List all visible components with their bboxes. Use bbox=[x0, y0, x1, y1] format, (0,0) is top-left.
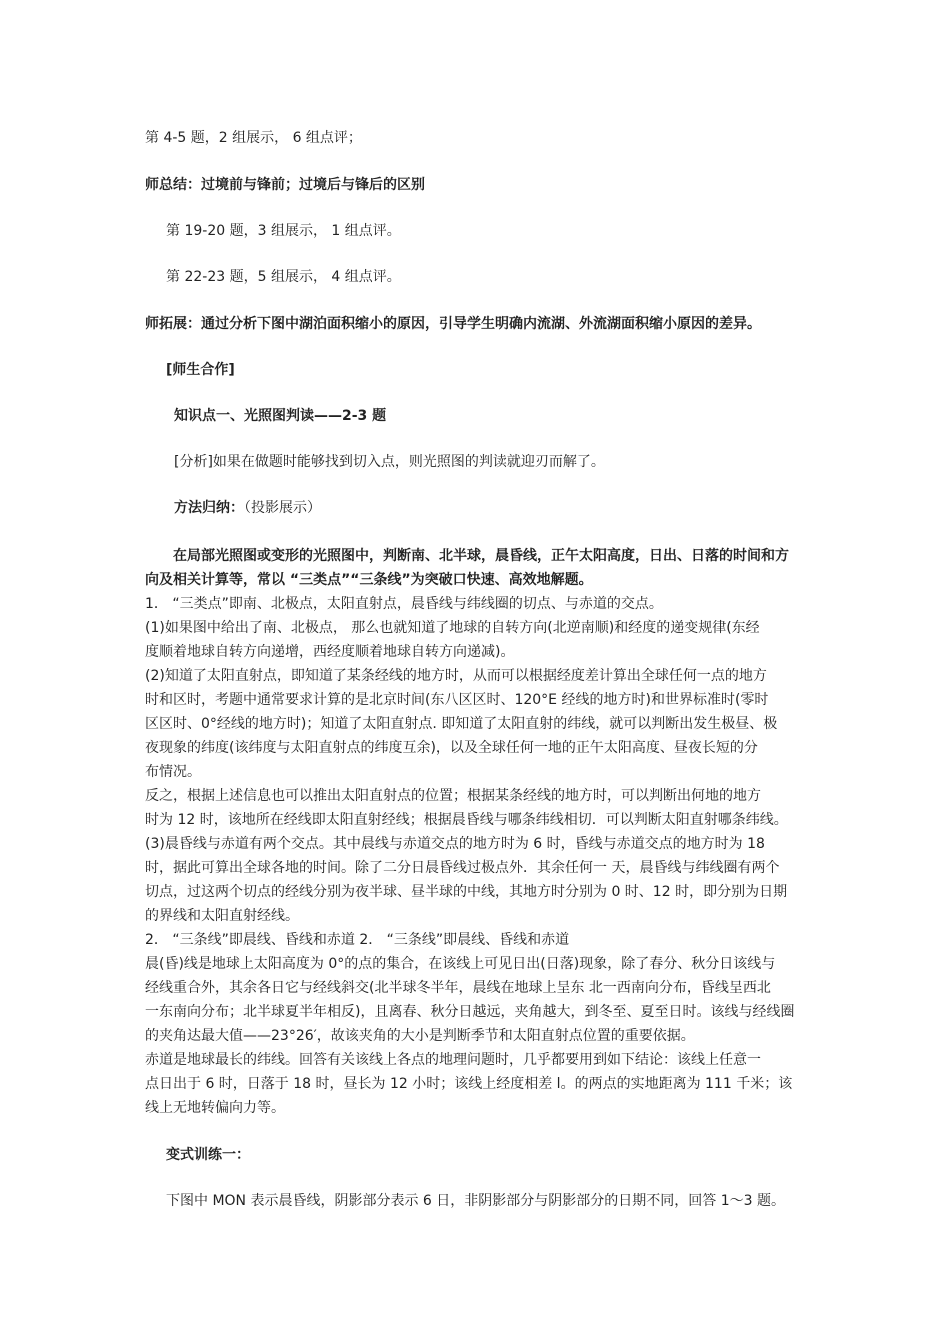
body-line: 时，据此可算出全球各地的时间。除了二分日晨昏线过极点外．其余任何一 天，晨昏线与纬线圈有两个 bbox=[145, 860, 780, 876]
body-line: 1． “三类点”即南、北极点，太阳直射点，晨昏线与纬线圈的切点、与赤道的交点。 bbox=[145, 596, 663, 612]
method-summary-note: （投影展示） bbox=[244, 500, 321, 516]
body-line: 的夹角达最大值——23°26′，故该夹角的大小是判断季节和太阳直射点位置的重要依据。 bbox=[145, 1028, 695, 1044]
line-group-presentation-19-20: 第 19-20 题，3 组展示， 1 组点评。 bbox=[166, 223, 401, 239]
body-line: 2． “三条线”即晨线、昏线和赤道 2． “三条线”即晨线、昏线和赤道 bbox=[145, 932, 570, 948]
body-line: 赤道是地球最长的纬线。回答有关该线上各点的地理问题时，几乎都要用到如下结论：该线上任意一 bbox=[145, 1052, 761, 1068]
variant-training-heading: 变式训练一： bbox=[166, 1147, 250, 1163]
section-teacher-student-cooperation: [师生合作] bbox=[166, 362, 235, 378]
knowledge-point-heading: 知识点一、光照图判读——2-3 题 bbox=[174, 408, 387, 424]
body-line: 时和区时，考题中通常要求计算的是北京时间(东八区区时、120°E 经线的地方时)和世界标准时(零时 bbox=[145, 692, 769, 708]
body-line: 度顺着地球自转方向递增，西经度顺着地球自转方向递减)。 bbox=[145, 644, 515, 660]
body-line: 区区时、0°经线的地方时)；知道了太阳直射点. 即知道了太阳直射的纬线，就可以判断出发生极昼、极 bbox=[145, 716, 778, 732]
body-line: 时为 12 时，该地所在经线即太阳直射经线；根据晨昏线与哪条纬线相切．可以判断太阳直射哪条纬线。 bbox=[145, 812, 788, 828]
body-line: 经线重合外，其余各日它与经线斜交(北半球冬半年，晨线在地球上呈东 北一西南向分布，昏线呈西北 bbox=[145, 980, 771, 996]
teacher-extension: 师拓展：通过分析下图中湖泊面积缩小的原因，引导学生明确内流湖、外流湖面积缩小原因的差异。 bbox=[145, 316, 761, 332]
body-line: 晨(昏)线是地球上太阳高度为 0°的点的集合，在该线上可见日出(日落)现象，除了春分、秋分日该线与 bbox=[145, 956, 776, 972]
teacher-summary: 师总结：过境前与锋前；过境后与锋后的区别 bbox=[145, 177, 425, 193]
body-line: (2)知道了太阳直射点，即知道了某条经线的地方时，从而可以根据经度差计算出全球任何一点的地方 bbox=[145, 668, 767, 684]
body-line: 向及相关计算等，常以 “三类点”“三条线”为突破口快速、高效地解题。 bbox=[145, 572, 593, 588]
line-group-presentation-4-5: 第 4-5 题，2 组展示， 6 组点评； bbox=[145, 130, 362, 146]
body-line: 切点，过这两个切点的经线分别为夜半球、昼半球的中线，其地方时分别为 0 时、12 时，即分别为日期 bbox=[145, 884, 788, 900]
body-line: 布情况。 bbox=[145, 764, 201, 780]
body-line: (3)晨昏线与赤道有两个交点。其中晨线与赤道交点的地方时为 6 时，昏线与赤道交点的地方时为 18 bbox=[145, 836, 765, 852]
method-body bbox=[145, 544, 810, 1120]
body-line: 一东南向分布；北半球夏半年相反)，且离春、秋分日越远，夹角越大，到冬至、夏至日时。该线与经线圈 bbox=[145, 1004, 795, 1020]
method-summary-label: 方法归纳： bbox=[174, 500, 244, 516]
body-line: 在局部光照图或变形的光照图中，判断南、北半球，晨昏线，正午太阳高度，日出、日落的时间和方 bbox=[173, 548, 789, 564]
body-line: 夜现象的纬度(该纬度与太阳直射点的纬度互余)，以及全球任何一地的正午太阳高度、昼夜长短的分 bbox=[145, 740, 758, 756]
body-line: 点日出于 6 时，日落于 18 时，昼长为 12 小时；该线上经度相差 l。的两点的实地距离为 111 千米；该 bbox=[145, 1076, 793, 1092]
method-summary-line bbox=[174, 498, 321, 518]
body-line: 反之，根据上述信息也可以推出太阳直射点的位置；根据某条经线的地方时，可以判断出何地的地方 bbox=[145, 788, 761, 804]
question-intro: 下图中 MON 表示晨昏线，阴影部分表示 6 日，非阴影部分与阴影部分的日期不同，回答 1～3 题。 bbox=[166, 1193, 785, 1209]
body-line: 的界线和太阳直射经线。 bbox=[145, 908, 299, 924]
body-line: 线上无地转偏向力等。 bbox=[145, 1100, 285, 1116]
line-group-presentation-22-23: 第 22-23 题，5 组展示， 4 组点评。 bbox=[166, 269, 401, 285]
analysis-line: [分析]如果在做题时能够找到切入点，则光照图的判读就迎刃而解了。 bbox=[174, 454, 605, 470]
body-line: (1)如果图中给出了南、北极点， 那么也就知道了地球的自转方向(北逆南顺)和经度的递变规律(东经 bbox=[145, 620, 760, 636]
